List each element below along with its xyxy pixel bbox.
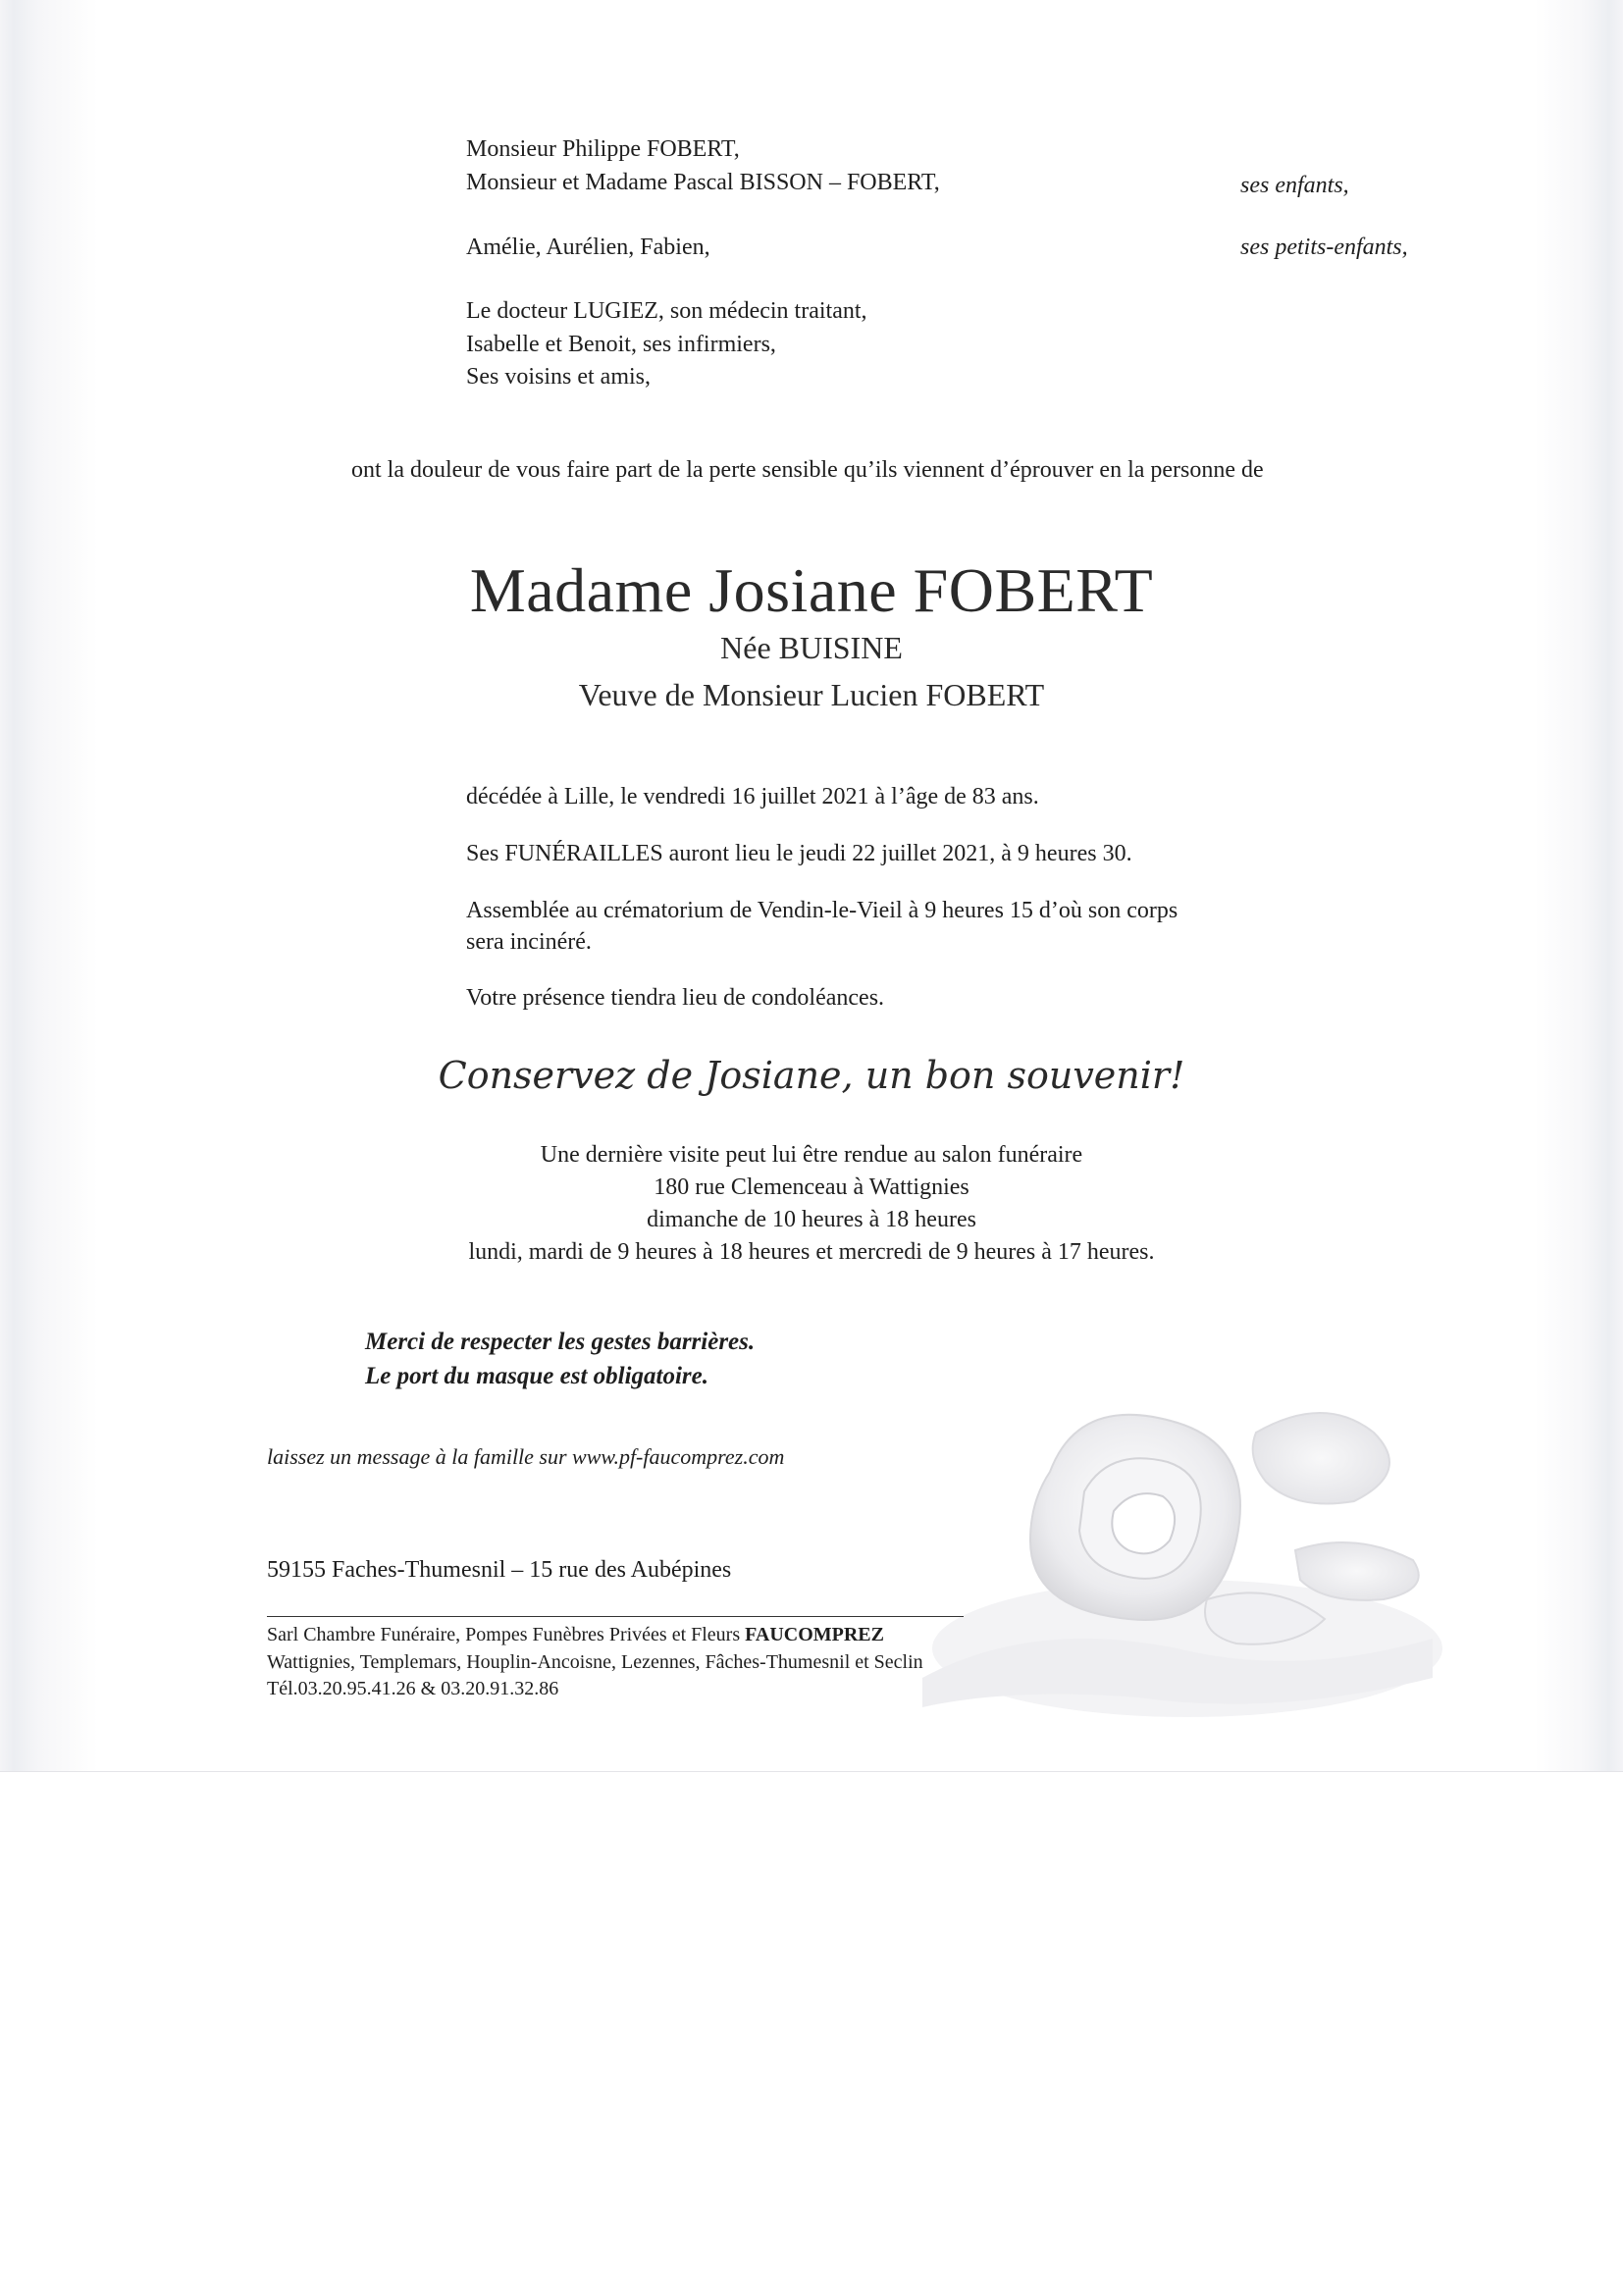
- visit-line-2: 180 rue Clemenceau à Wattignies: [654, 1174, 969, 1200]
- children-role: ses enfants,: [1240, 173, 1349, 198]
- others-line-2: Isabelle et Benoit, ses infirmiers,: [466, 332, 776, 357]
- footer-company-prefix: Sarl Chambre Funéraire, Pompes Funèbres Privées et Fleurs: [267, 1624, 741, 1645]
- message-note: laissez un message à la famille sur www.pf-faucomprez.com: [267, 1444, 785, 1469]
- assembly-line-2: sera incinéré.: [466, 929, 592, 955]
- footer-company: [267, 1621, 884, 1648]
- children-line-1: Monsieur Philippe FOBERT,: [466, 136, 740, 162]
- assembly-line-1: Assemblée au crématorium de Vendin-le-Vieil à 9 heures 15 d’où son corps: [466, 898, 1178, 923]
- deceased-name: Madame Josiane FOBERT: [469, 555, 1154, 625]
- footer-phones: Tél.03.20.95.41.26 & 03.20.91.32.86: [267, 1678, 559, 1699]
- announcement: ont la douleur de vous faire part de la perte sensible qu’ils viennent d’éprouver en la personne de: [351, 457, 1264, 483]
- funeral-line: Ses FUNÉRAILLES auront lieu le jeudi 22 juillet 2021, à 9 heures 30.: [466, 841, 1132, 866]
- others-line-1: Le docteur LUGIEZ, son médecin traitant,: [466, 298, 867, 324]
- others-line-3: Ses voisins et amis,: [466, 364, 652, 390]
- motto: Conservez de Josiane, un bon souvenir!: [438, 1054, 1185, 1097]
- grandchildren-line: Amélie, Aurélien, Fabien,: [466, 235, 710, 260]
- footer-towns: Wattignies, Templemars, Houplin-Ancoisne, Lezennes, Fâches-Thumesnil et Seclin: [267, 1651, 923, 1673]
- widow-line: Veuve de Monsieur Lucien FOBERT: [578, 677, 1045, 712]
- scan-right-edge: [1535, 0, 1623, 1771]
- condolences-line: Votre présence tiendra lieu de condoléances.: [466, 985, 885, 1011]
- death-line: décédée à Lille, le vendredi 16 juillet 2021 à l’âge de 83 ans.: [466, 784, 1039, 809]
- footer-company-name: FAUCOMPREZ: [745, 1624, 884, 1645]
- footer-divider: [267, 1616, 964, 1617]
- rose-illustration: [883, 1354, 1472, 1747]
- scan-left-edge: [0, 0, 98, 1771]
- scan-bottom-edge: [0, 1771, 1623, 1772]
- reminder-line-1: Merci de respecter les gestes barrières.: [365, 1329, 756, 1355]
- address-line: 59155 Faches-Thumesnil – 15 rue des Aubépines: [267, 1557, 732, 1583]
- reminder-line-2: Le port du masque est obligatoire.: [365, 1363, 708, 1389]
- maiden-name: Née BUISINE: [720, 630, 903, 665]
- grandchildren-role: ses petits-enfants,: [1240, 235, 1408, 260]
- visit-line-4: lundi, mardi de 9 heures à 18 heures et mercredi de 9 heures à 17 heures.: [468, 1239, 1155, 1265]
- visit-line-3: dimanche de 10 heures à 18 heures: [647, 1207, 976, 1232]
- children-line-2: Monsieur et Madame Pascal BISSON – FOBERT,: [466, 170, 940, 195]
- visit-line-1: Une dernière visite peut lui être rendue au salon funéraire: [540, 1142, 1083, 1168]
